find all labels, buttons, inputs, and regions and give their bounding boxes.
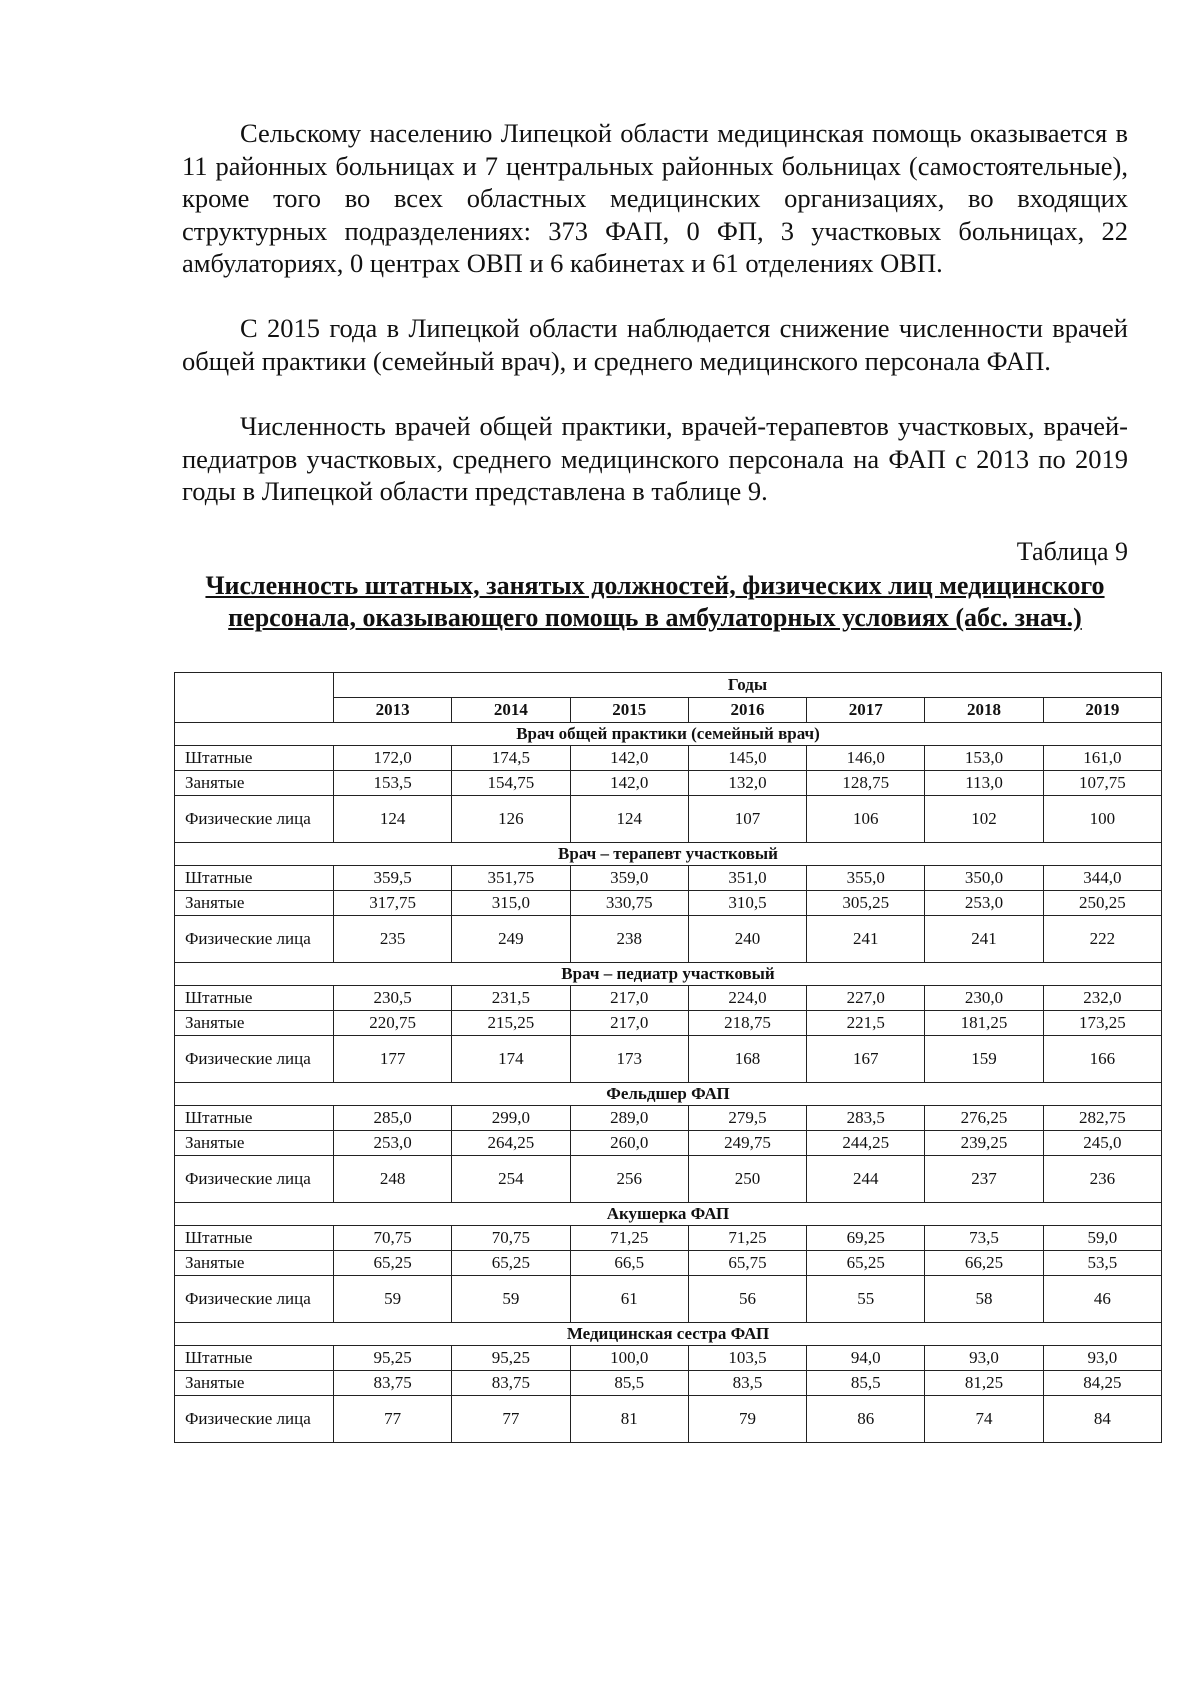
table-cell: 172,0	[334, 746, 452, 771]
section-title: Врач – педиатр участковый	[175, 963, 1162, 986]
table-cell: 310,5	[688, 891, 806, 916]
section-row	[175, 1203, 1162, 1226]
year-header-cell: 2018	[925, 698, 1043, 723]
table-cell: 217,0	[570, 986, 688, 1011]
table-cell: 124	[570, 796, 688, 843]
table-cell: 128,75	[807, 771, 925, 796]
table-cell: 83,5	[688, 1371, 806, 1396]
row-label: Занятые	[175, 771, 334, 796]
table-cell: 238	[570, 916, 688, 963]
table-cell: 58	[925, 1276, 1043, 1323]
table-cell: 344,0	[1043, 866, 1161, 891]
table-cell: 245,0	[1043, 1131, 1161, 1156]
table-cell: 282,75	[1043, 1106, 1161, 1131]
table-title-text: Численность штатных, занятых должностей, физических лиц медицинского персонала, оказывающего помощь в амбулаторных условиях (абс. знач.)	[205, 571, 1105, 632]
table-cell: 249	[452, 916, 570, 963]
table-cell: 161,0	[1043, 746, 1161, 771]
table-cell: 173	[570, 1036, 688, 1083]
table-cell: 146,0	[807, 746, 925, 771]
table-cell: 250	[688, 1156, 806, 1203]
row-label: Занятые	[175, 1371, 334, 1396]
paragraph-table-intro: Численность врачей общей практики, врачей-терапевтов участковых, врачей-педиатров участковых, среднего медицинского персонала на ФАП с 2013 по 2019 годы в Липецкой области представлена в таблице 9.	[182, 411, 1128, 506]
row-label: Штатные	[175, 1226, 334, 1251]
row-label: Штатные	[175, 866, 334, 891]
table-cell: 241	[925, 916, 1043, 963]
table-row	[175, 891, 1162, 916]
table-cell: 71,25	[688, 1226, 806, 1251]
table-cell: 59	[334, 1276, 452, 1323]
section-row	[175, 963, 1162, 986]
table-cell: 83,75	[452, 1371, 570, 1396]
table-cell: 145,0	[688, 746, 806, 771]
table-cell: 289,0	[570, 1106, 688, 1131]
paragraph-decline: С 2015 года в Липецкой области наблюдается снижение численности врачей общей практики (семейный врач), и среднего медицинского персонала ФАП.	[182, 313, 1128, 376]
table-row	[175, 1011, 1162, 1036]
table-row	[175, 866, 1162, 891]
table-cell: 154,75	[452, 771, 570, 796]
table-cell: 74	[925, 1396, 1043, 1443]
table-cell: 256	[570, 1156, 688, 1203]
table-cell: 355,0	[807, 866, 925, 891]
table-cell: 248	[334, 1156, 452, 1203]
table-cell: 224,0	[688, 986, 806, 1011]
section-title: Медицинская сестра ФАП	[175, 1323, 1162, 1346]
table-cell: 174	[452, 1036, 570, 1083]
table-cell: 167	[807, 1036, 925, 1083]
table-row	[175, 746, 1162, 771]
table-cell: 69,25	[807, 1226, 925, 1251]
table-row	[175, 1396, 1162, 1443]
table-cell: 66,5	[570, 1251, 688, 1276]
table-row	[175, 1106, 1162, 1131]
table-row	[175, 1346, 1162, 1371]
section-row	[175, 1323, 1162, 1346]
table-cell: 84	[1043, 1396, 1161, 1443]
table-cell: 107	[688, 796, 806, 843]
table-cell: 227,0	[807, 986, 925, 1011]
table-cell: 100	[1043, 796, 1161, 843]
table-cell: 222	[1043, 916, 1161, 963]
table-cell: 70,75	[452, 1226, 570, 1251]
table-cell: 231,5	[452, 986, 570, 1011]
table-cell: 95,25	[452, 1346, 570, 1371]
table-cell: 236	[1043, 1156, 1161, 1203]
year-header-cell: 2013	[334, 698, 452, 723]
table-cell: 95,25	[334, 1346, 452, 1371]
table-row	[175, 1251, 1162, 1276]
table-cell: 84,25	[1043, 1371, 1161, 1396]
table-cell: 65,25	[452, 1251, 570, 1276]
table-cell: 55	[807, 1276, 925, 1323]
table-cell: 264,25	[452, 1131, 570, 1156]
table-cell: 244,25	[807, 1131, 925, 1156]
year-header-cell: 2017	[807, 698, 925, 723]
table-cell: 59,0	[1043, 1226, 1161, 1251]
paragraph-rural-care: Сельскому населению Липецкой области медицинская помощь оказывается в 11 районных больницах и 7 центральных районных больницах (самостоятельные), кроме того во всех областных медицинских организациях, во входящих структурных подразделениях: 373 ФАП, 0 ФП, 3 участковых больницах, 22 амбулаториях, 0 центрах ОВП и 6 кабинетах и 61 отделениях ОВП.	[182, 118, 1128, 278]
year-header-cell: 2015	[570, 698, 688, 723]
section-row	[175, 1083, 1162, 1106]
table-row	[175, 1276, 1162, 1323]
table-cell: 351,75	[452, 866, 570, 891]
table-cell: 285,0	[334, 1106, 452, 1131]
section-row	[175, 843, 1162, 866]
table-cell: 65,25	[334, 1251, 452, 1276]
table-cell: 254	[452, 1156, 570, 1203]
table-cell: 217,0	[570, 1011, 688, 1036]
table-cell: 142,0	[570, 746, 688, 771]
section-title: Врач – терапевт участковый	[175, 843, 1162, 866]
table-cell: 230,0	[925, 986, 1043, 1011]
table-row	[175, 1131, 1162, 1156]
table-row	[175, 1371, 1162, 1396]
table-cell: 77	[452, 1396, 570, 1443]
row-label: Занятые	[175, 1011, 334, 1036]
table-cell: 166	[1043, 1036, 1161, 1083]
table-cell: 168	[688, 1036, 806, 1083]
table-cell: 232,0	[1043, 986, 1161, 1011]
table-row	[175, 796, 1162, 843]
table-cell: 107,75	[1043, 771, 1161, 796]
row-label: Физические лица	[175, 1276, 334, 1323]
table-row	[175, 1036, 1162, 1083]
table-row	[175, 1226, 1162, 1251]
header-corner-cell	[175, 673, 334, 723]
table-number: Таблица 9	[1016, 537, 1128, 566]
section-title: Фельдшер ФАП	[175, 1083, 1162, 1106]
row-label: Физические лица	[175, 1156, 334, 1203]
table-cell: 241	[807, 916, 925, 963]
table-cell: 153,0	[925, 746, 1043, 771]
table-row	[175, 916, 1162, 963]
row-label: Штатные	[175, 746, 334, 771]
table-cell: 113,0	[925, 771, 1043, 796]
table-row	[175, 771, 1162, 796]
table-cell: 253,0	[925, 891, 1043, 916]
table-cell: 253,0	[334, 1131, 452, 1156]
row-label: Физические лица	[175, 1036, 334, 1083]
table-cell: 81,25	[925, 1371, 1043, 1396]
table-cell: 102	[925, 796, 1043, 843]
row-label: Физические лица	[175, 796, 334, 843]
table-cell: 221,5	[807, 1011, 925, 1036]
table-cell: 299,0	[452, 1106, 570, 1131]
table-cell: 106	[807, 796, 925, 843]
table-cell: 215,25	[452, 1011, 570, 1036]
table-cell: 132,0	[688, 771, 806, 796]
table-cell: 240	[688, 916, 806, 963]
year-header-cell: 2016	[688, 698, 806, 723]
table-cell: 85,5	[570, 1371, 688, 1396]
header-row-years-group	[175, 673, 1162, 698]
table-cell: 177	[334, 1036, 452, 1083]
table-cell: 56	[688, 1276, 806, 1323]
table-cell: 65,25	[807, 1251, 925, 1276]
row-label: Физические лица	[175, 1396, 334, 1443]
table-cell: 174,5	[452, 746, 570, 771]
table-cell: 283,5	[807, 1106, 925, 1131]
table-cell: 153,5	[334, 771, 452, 796]
table-cell: 126	[452, 796, 570, 843]
table-cell: 73,5	[925, 1226, 1043, 1251]
table-cell: 71,25	[570, 1226, 688, 1251]
table-cell: 351,0	[688, 866, 806, 891]
table-cell: 103,5	[688, 1346, 806, 1371]
table-row	[175, 1156, 1162, 1203]
section-title: Врач общей практики (семейный врач)	[175, 723, 1162, 746]
year-header-cell: 2019	[1043, 698, 1161, 723]
table-cell: 359,0	[570, 866, 688, 891]
year-header-cell: 2014	[452, 698, 570, 723]
row-label: Штатные	[175, 1346, 334, 1371]
table-cell: 250,25	[1043, 891, 1161, 916]
table-cell: 142,0	[570, 771, 688, 796]
table-cell: 230,5	[334, 986, 452, 1011]
table-cell: 86	[807, 1396, 925, 1443]
table-cell: 65,75	[688, 1251, 806, 1276]
table-cell: 317,75	[334, 891, 452, 916]
table-cell: 77	[334, 1396, 452, 1443]
table-cell: 244	[807, 1156, 925, 1203]
staff-table	[174, 672, 1162, 1443]
table-cell: 359,5	[334, 866, 452, 891]
table-cell: 235	[334, 916, 452, 963]
table-cell: 81	[570, 1396, 688, 1443]
table-cell: 79	[688, 1396, 806, 1443]
table-cell: 53,5	[1043, 1251, 1161, 1276]
table-cell: 237	[925, 1156, 1043, 1203]
table-cell: 100,0	[570, 1346, 688, 1371]
table-cell: 124	[334, 796, 452, 843]
table-cell: 249,75	[688, 1131, 806, 1156]
row-label: Штатные	[175, 986, 334, 1011]
section-title: Акушерка ФАП	[175, 1203, 1162, 1226]
row-label: Занятые	[175, 1131, 334, 1156]
table-cell: 260,0	[570, 1131, 688, 1156]
table-cell: 350,0	[925, 866, 1043, 891]
table-cell: 218,75	[688, 1011, 806, 1036]
table-cell: 93,0	[925, 1346, 1043, 1371]
table-cell: 305,25	[807, 891, 925, 916]
table-cell: 94,0	[807, 1346, 925, 1371]
table-cell: 83,75	[334, 1371, 452, 1396]
row-label: Штатные	[175, 1106, 334, 1131]
years-header: Годы	[334, 673, 1162, 698]
table-cell: 46	[1043, 1276, 1161, 1323]
row-label: Занятые	[175, 1251, 334, 1276]
table-cell: 239,25	[925, 1131, 1043, 1156]
table-cell: 173,25	[1043, 1011, 1161, 1036]
table-cell: 159	[925, 1036, 1043, 1083]
table-cell: 181,25	[925, 1011, 1043, 1036]
table-cell: 276,25	[925, 1106, 1043, 1131]
table-cell: 220,75	[334, 1011, 452, 1036]
table-cell: 66,25	[925, 1251, 1043, 1276]
table-title	[182, 570, 1128, 634]
section-row	[175, 723, 1162, 746]
table-cell: 315,0	[452, 891, 570, 916]
table-cell: 59	[452, 1276, 570, 1323]
table-cell: 85,5	[807, 1371, 925, 1396]
table-cell: 93,0	[1043, 1346, 1161, 1371]
table-row	[175, 986, 1162, 1011]
row-label: Занятые	[175, 891, 334, 916]
row-label: Физические лица	[175, 916, 334, 963]
table-cell: 330,75	[570, 891, 688, 916]
table-cell: 70,75	[334, 1226, 452, 1251]
staff-table-body	[175, 673, 1162, 1443]
table-cell: 61	[570, 1276, 688, 1323]
table-cell: 279,5	[688, 1106, 806, 1131]
